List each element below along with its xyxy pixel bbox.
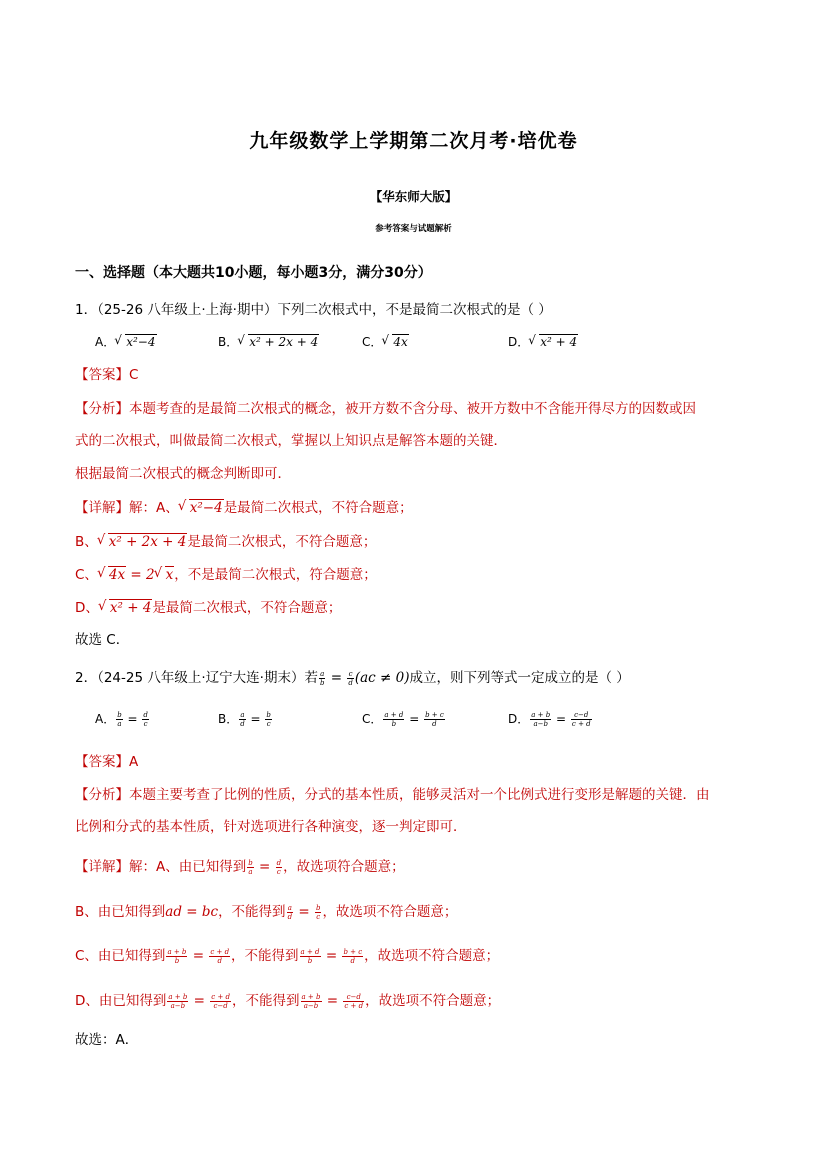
option-label: D． xyxy=(508,335,530,349)
equals-text: = xyxy=(294,904,314,920)
edition-label: 【华东师大版】 xyxy=(369,189,458,204)
fraction xyxy=(571,711,592,728)
equals-text: = 2 xyxy=(126,567,155,583)
numerator: a + d xyxy=(384,711,404,719)
denominator: d xyxy=(287,912,293,921)
fraction xyxy=(319,670,325,687)
denominator: b xyxy=(174,956,180,965)
option-label: A． xyxy=(95,335,116,349)
q1-detail-a xyxy=(75,496,413,516)
q1-option-d xyxy=(508,333,578,350)
fraction xyxy=(343,993,364,1010)
denominator: d xyxy=(432,720,437,728)
denominator: d xyxy=(240,720,245,728)
numerator: a xyxy=(287,903,292,912)
option-label: D． xyxy=(508,712,530,726)
denominator: a xyxy=(117,720,122,728)
detail-suffix: ，故选项符合题意； xyxy=(283,859,405,875)
detail-prefix: D、 xyxy=(75,600,99,616)
equals-text: = xyxy=(123,712,142,726)
q2-detail-c xyxy=(75,944,499,965)
denominator: c + d xyxy=(571,720,591,728)
q1-analysis-line-2: 式的二次根式，叫做最简二次根式，掌握以上知识点是解答本题的关键． xyxy=(75,433,507,449)
detail-mid: ，不能得到 xyxy=(231,948,299,964)
equals-text: = xyxy=(254,859,275,875)
detail-tag: 【详解】 xyxy=(75,500,129,516)
equation-text: ad = bc xyxy=(165,904,219,920)
detail-prefix: B、由已知得到 xyxy=(75,904,166,920)
numerator: b xyxy=(117,711,122,719)
sqrt-expression xyxy=(99,600,153,616)
radicand: x² + 4 xyxy=(109,600,152,616)
q1-option-b xyxy=(218,333,319,350)
q2-detail-a xyxy=(75,855,405,876)
q1-analysis-line-3: 根据最简二次根式的概念判断即可． xyxy=(75,466,291,482)
detail-suffix: 是最简二次根式，不符合题意； xyxy=(223,500,413,516)
sqrt-expression xyxy=(98,567,126,583)
radicand: x²−4 xyxy=(126,335,156,349)
fraction xyxy=(424,711,445,728)
denominator: a−b xyxy=(303,1001,319,1010)
detail-prefix: B、 xyxy=(75,534,98,550)
q1-detail-d xyxy=(75,596,341,616)
equals-text: = xyxy=(322,993,343,1009)
question-1 xyxy=(75,298,552,318)
equals-text: = xyxy=(246,712,265,726)
question-number: 2． xyxy=(75,670,98,686)
fraction xyxy=(166,948,187,965)
fraction xyxy=(210,993,231,1010)
equals-text: = xyxy=(552,712,570,726)
analysis-text: 本题主要考查了比例的性质，分式的基本性质，能够灵活对一个比例式进行变形是解题的关键．由 xyxy=(129,787,710,803)
question-stem-post: 成立，则下列等式一定成立的是（ ） xyxy=(409,670,630,686)
page-title: 九年级数学上学期第二次月考·培优卷 xyxy=(249,130,578,152)
equals-text: = xyxy=(405,712,424,726)
subtitle: 参考答案与试题解析 xyxy=(375,224,452,234)
numerator: a xyxy=(320,669,325,678)
sqrt-expression xyxy=(179,500,224,516)
radicand: x xyxy=(165,567,174,583)
q2-detail-b xyxy=(75,900,457,921)
numerator: c xyxy=(348,669,353,678)
q2-analysis-line-1 xyxy=(75,783,710,803)
answer-value: A xyxy=(129,754,139,770)
detail-suffix: ，故选项不符合题意； xyxy=(322,904,458,920)
fraction xyxy=(167,993,188,1010)
q2-option-c xyxy=(362,710,446,728)
radicand: x² + 2x + 4 xyxy=(249,335,319,349)
question-2 xyxy=(75,666,630,687)
q1-detail-c xyxy=(75,563,377,583)
sqrt-expression xyxy=(155,567,175,583)
sqrt-expression xyxy=(382,335,408,349)
fraction xyxy=(300,948,321,965)
sqrt-expression xyxy=(98,534,188,550)
radicand: 4x xyxy=(108,567,126,583)
detail-prefix: D、由已知得到 xyxy=(75,993,167,1009)
equals-text: = xyxy=(189,993,210,1009)
numerator: b xyxy=(248,858,253,867)
denominator: a xyxy=(248,867,253,876)
fraction xyxy=(209,948,230,965)
fraction xyxy=(265,711,271,728)
numerator: c−d xyxy=(343,993,364,1002)
option-label: B． xyxy=(218,335,239,349)
q2-option-d xyxy=(508,710,593,728)
denominator: c xyxy=(276,867,281,876)
fraction xyxy=(347,670,353,687)
q2-analysis-line-2: 比例和分式的基本性质，针对选项进行各种演变，逐一判定即可． xyxy=(75,819,467,835)
detail-tag: 【详解】 xyxy=(75,859,129,875)
equals-text: = xyxy=(321,948,342,964)
numerator: a + b xyxy=(531,711,551,719)
numerator: b + c xyxy=(425,711,444,719)
numerator: d xyxy=(276,858,282,867)
option-label: A． xyxy=(95,712,116,726)
fraction xyxy=(383,711,404,728)
q2-option-a xyxy=(95,710,150,728)
answer-value: C xyxy=(129,367,139,383)
denominator: d xyxy=(350,956,356,965)
q2-answer xyxy=(75,750,138,770)
numerator: c−d xyxy=(571,711,592,720)
radicand: x² + 2x + 4 xyxy=(108,534,187,550)
q1-option-a xyxy=(95,333,157,350)
denominator: a−b xyxy=(533,720,548,728)
denominator: b xyxy=(391,720,397,728)
q1-option-c xyxy=(362,333,409,350)
denominator: c xyxy=(266,720,271,728)
q1-conclusion: 故选 C． xyxy=(75,632,130,648)
numerator: b xyxy=(315,903,321,912)
detail-suffix: ，故选项不符合题意； xyxy=(365,993,501,1009)
condition-text: (ac ≠ 0) xyxy=(354,670,410,686)
denominator: b xyxy=(319,678,325,687)
fraction xyxy=(530,711,551,728)
q2-detail-d xyxy=(75,989,500,1010)
detail-prefix: C、由已知得到 xyxy=(75,948,166,964)
q1-answer xyxy=(75,363,138,383)
numerator: d xyxy=(143,711,148,719)
denominator: c xyxy=(316,912,321,921)
detail-suffix: 是最简二次根式，不符合题意； xyxy=(152,600,342,616)
numerator: c + d xyxy=(211,992,231,1001)
detail-suffix: ，故选项不符合题意； xyxy=(364,948,500,964)
fraction xyxy=(142,711,148,728)
fraction xyxy=(342,948,363,965)
sqrt-expression xyxy=(529,335,578,349)
sqrt-expression xyxy=(238,335,319,349)
fraction xyxy=(116,711,122,728)
q2-conclusion: 故选：A． xyxy=(75,1032,139,1048)
denominator: d xyxy=(348,678,353,687)
denominator: c + d xyxy=(344,1001,364,1010)
numerator: b xyxy=(266,711,271,719)
equals-text: = xyxy=(188,948,209,964)
denominator: c−d xyxy=(213,1001,228,1010)
answer-tag: 【答案】 xyxy=(75,754,129,770)
fraction xyxy=(287,904,293,921)
numerator: a + d xyxy=(300,947,320,956)
fraction xyxy=(315,904,321,921)
sqrt-expression xyxy=(115,335,156,349)
q2-option-b xyxy=(218,710,273,728)
denominator: c xyxy=(143,720,148,728)
radicand: x²−4 xyxy=(189,500,223,516)
question-number: 1． xyxy=(75,302,98,318)
fraction xyxy=(301,993,322,1010)
fraction xyxy=(239,711,245,728)
analysis-tag: 【分析】 xyxy=(75,401,129,417)
option-label: B． xyxy=(218,712,239,726)
option-label: C． xyxy=(362,712,383,726)
detail-prefix: 解：A、 xyxy=(129,500,179,516)
numerator: a + b xyxy=(301,992,321,1001)
detail-mid: ，不能得到 xyxy=(232,993,300,1009)
radicand: 4x xyxy=(393,335,408,349)
detail-prefix: 解：A、由已知得到 xyxy=(129,859,247,875)
question-stem: （25-26 八年级上·上海·期中）下列二次根式中，不是最简二次根式的是（ ） xyxy=(97,302,552,318)
detail-suffix: 是最简二次根式，不符合题意； xyxy=(187,534,377,550)
equals-text: = xyxy=(326,670,347,686)
fraction xyxy=(276,859,282,876)
section-heading: 一、选择题（本大题共10小题，每小题3分，满分30分） xyxy=(75,265,432,281)
analysis-text: 本题考查的是最简二次根式的概念，被开方数不含分母、被开方数中不含能开得尽方的因数或因 xyxy=(129,401,696,417)
denominator: d xyxy=(217,956,222,965)
detail-prefix: C、 xyxy=(75,567,98,583)
q1-analysis-line-1 xyxy=(75,397,696,417)
numerator: c + d xyxy=(210,947,230,956)
analysis-tag: 【分析】 xyxy=(75,787,129,803)
q1-detail-b xyxy=(75,530,376,550)
answer-tag: 【答案】 xyxy=(75,367,129,383)
option-label: C． xyxy=(362,335,383,349)
numerator: a + b xyxy=(167,947,187,956)
numerator: a + b xyxy=(168,992,188,1001)
radicand: x² + 4 xyxy=(540,335,578,349)
numerator: a xyxy=(240,711,245,719)
denominator: b xyxy=(307,956,313,965)
numerator: b + c xyxy=(343,947,363,956)
detail-suffix: ，不是最简二次根式，符合题意； xyxy=(174,567,377,583)
detail-mid: ，不能得到 xyxy=(218,904,286,920)
question-stem-pre: （24-25 八年级上·辽宁大连·期末）若 xyxy=(97,670,318,686)
denominator: a−b xyxy=(170,1001,186,1010)
fraction xyxy=(247,859,253,876)
